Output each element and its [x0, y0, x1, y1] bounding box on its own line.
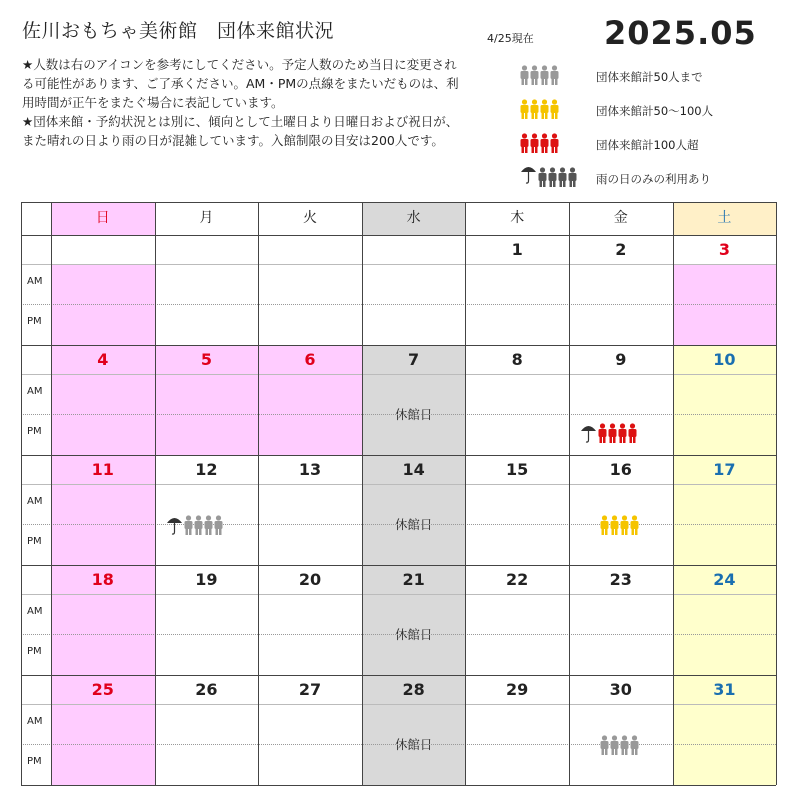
legend-icon-gray	[520, 62, 560, 92]
grid-line	[673, 202, 674, 785]
person-icon	[214, 515, 223, 539]
pm-label: PM	[27, 316, 42, 327]
day-number: 28	[402, 680, 425, 699]
person-icon	[530, 99, 539, 123]
day-number: 25	[91, 680, 114, 699]
day-number: 1	[511, 240, 523, 259]
person-icon	[610, 515, 619, 539]
am-label: AM	[27, 606, 43, 617]
person-icon	[630, 515, 639, 539]
person-icon	[538, 167, 547, 191]
day-number: 27	[298, 680, 322, 699]
weekday-header: 火	[302, 210, 317, 226]
person-icon	[600, 735, 609, 759]
day-number: 7	[408, 350, 420, 369]
person-icon	[550, 133, 559, 157]
weekday-header: 水	[362, 202, 466, 235]
person-icon	[620, 515, 629, 539]
legend-label: 雨の日のみの利用あり	[596, 172, 711, 186]
person-icon	[618, 423, 627, 447]
weekday-header: 木	[510, 210, 525, 226]
legend-row-under-50	[520, 62, 790, 96]
legend-label: 団体来館計50～100人	[596, 104, 714, 118]
person-icon	[598, 423, 607, 447]
notes	[22, 55, 460, 150]
day-number: 31	[713, 680, 736, 699]
grid-line	[258, 202, 259, 785]
grid-line	[776, 202, 777, 785]
day-number: 4	[97, 350, 109, 369]
day-number: 9	[615, 350, 627, 369]
am-pm-divider	[21, 304, 776, 305]
person-icon	[530, 65, 539, 89]
note-2: ★団体来館・予約状況とは別に、傾向として土曜日より日曜日および祝日が、また晴れの日より雨の日が混雑しています。入館制限の目安は200人です。	[22, 114, 459, 148]
person-icon	[520, 133, 529, 157]
day-number: 13	[298, 460, 322, 479]
pm-label: PM	[27, 756, 42, 767]
person-icon	[520, 99, 529, 123]
day-number: 16	[609, 460, 632, 479]
grid-line	[155, 202, 156, 785]
day-number: 3	[718, 240, 730, 259]
umbrella-icon	[520, 164, 537, 188]
number-strip-line	[21, 264, 776, 265]
weekday-header: 金	[613, 210, 628, 226]
page-title: 佐川おもちゃ美術館 団体来館状況	[22, 20, 335, 42]
am-label: AM	[27, 496, 43, 507]
person-icon	[628, 423, 637, 447]
day-number: 19	[195, 570, 218, 589]
person-icon	[540, 65, 549, 89]
umbrella-icon	[166, 515, 183, 539]
person-icon	[530, 133, 539, 157]
as-of-date: 4/25現在	[487, 32, 534, 45]
legend-icon-red	[520, 130, 560, 160]
weekday-header: 日	[51, 202, 155, 235]
pm-label: PM	[27, 536, 42, 547]
day-number: 15	[506, 460, 529, 479]
number-strip-line	[21, 704, 776, 705]
person-icon	[610, 735, 619, 759]
grid-line	[465, 202, 466, 785]
closed-label: 休館日	[394, 517, 433, 532]
person-icon	[540, 133, 549, 157]
grid-line	[21, 455, 776, 456]
person-icon	[184, 515, 193, 539]
person-icon	[568, 167, 577, 191]
legend-row-rain-only	[520, 164, 790, 198]
visitor-group-icon	[577, 422, 641, 448]
pm-label: PM	[27, 646, 42, 657]
day-number: 2	[615, 240, 627, 259]
grid-line	[362, 202, 363, 785]
day-number: 6	[304, 350, 316, 369]
am-pm-divider	[21, 634, 776, 635]
umbrella-icon	[580, 423, 597, 447]
closed-label: 休館日	[394, 627, 433, 642]
day-number: 17	[713, 460, 736, 479]
person-icon	[630, 735, 639, 759]
day-number: 24	[713, 570, 736, 589]
month-heading: 2025.05	[604, 14, 757, 52]
number-strip-line	[21, 594, 776, 595]
day-number: 29	[506, 680, 529, 699]
legend-icon-yellow	[520, 96, 560, 126]
am-pm-divider	[21, 524, 776, 525]
person-icon	[550, 99, 559, 123]
day-number: 12	[195, 460, 218, 479]
person-icon	[194, 515, 203, 539]
day-number: 14	[402, 460, 425, 479]
person-icon	[204, 515, 213, 539]
day-number: 22	[506, 570, 529, 589]
number-strip-line	[21, 374, 776, 375]
grid-line	[21, 675, 776, 676]
closed-label: 休館日	[394, 737, 433, 752]
day-number: 30	[609, 680, 632, 699]
day-number: 10	[713, 350, 736, 369]
day-number: 8	[511, 350, 523, 369]
am-label: AM	[27, 276, 43, 287]
person-icon	[608, 423, 617, 447]
am-label: AM	[27, 716, 43, 727]
am-pm-divider	[21, 744, 776, 745]
person-icon	[520, 65, 529, 89]
legend-icon-umbrella	[520, 164, 578, 194]
legend-row-over-100	[520, 130, 790, 164]
am-pm-divider	[21, 414, 776, 415]
grid-line	[51, 202, 52, 785]
person-icon	[540, 99, 549, 123]
weekday-header: 月	[199, 210, 214, 226]
weekday-header: 土	[673, 202, 777, 235]
person-icon	[600, 515, 609, 539]
grid-line	[21, 785, 776, 786]
person-icon	[558, 167, 567, 191]
person-icon	[620, 735, 629, 759]
am-label: AM	[27, 386, 43, 397]
visitor-group-icon	[597, 734, 643, 760]
day-number: 11	[91, 460, 114, 479]
day-number: 20	[298, 570, 322, 589]
legend-label: 団体来館計100人超	[596, 138, 699, 152]
visitor-group-icon	[163, 514, 227, 540]
grid-line	[21, 202, 776, 203]
visitor-group-icon	[597, 514, 643, 540]
day-number: 5	[200, 350, 212, 369]
person-icon	[550, 65, 559, 89]
legend-row-50-100	[520, 96, 790, 130]
day-number: 26	[195, 680, 218, 699]
grid-line	[569, 202, 570, 785]
pm-label: PM	[27, 426, 42, 437]
legend	[520, 62, 790, 198]
grid-line	[21, 235, 776, 236]
grid-line	[21, 202, 22, 785]
day-number: 21	[402, 570, 425, 589]
day-number: 23	[609, 570, 632, 589]
day-number: 18	[91, 570, 114, 589]
number-strip-line	[21, 484, 776, 485]
grid-line	[21, 565, 776, 566]
closed-label: 休館日	[394, 407, 433, 422]
note-1: ★人数は右のアイコンを参考にしてください。予定人数のため当日に変更される可能性があります、ご了承ください。AM・PMの点線をまたいだものは、利用時間が正午をまたぐ場合に表記しています。	[22, 57, 459, 110]
legend-label: 団体来館計50人まで	[596, 70, 703, 84]
person-icon	[548, 167, 557, 191]
grid-line	[21, 345, 776, 346]
